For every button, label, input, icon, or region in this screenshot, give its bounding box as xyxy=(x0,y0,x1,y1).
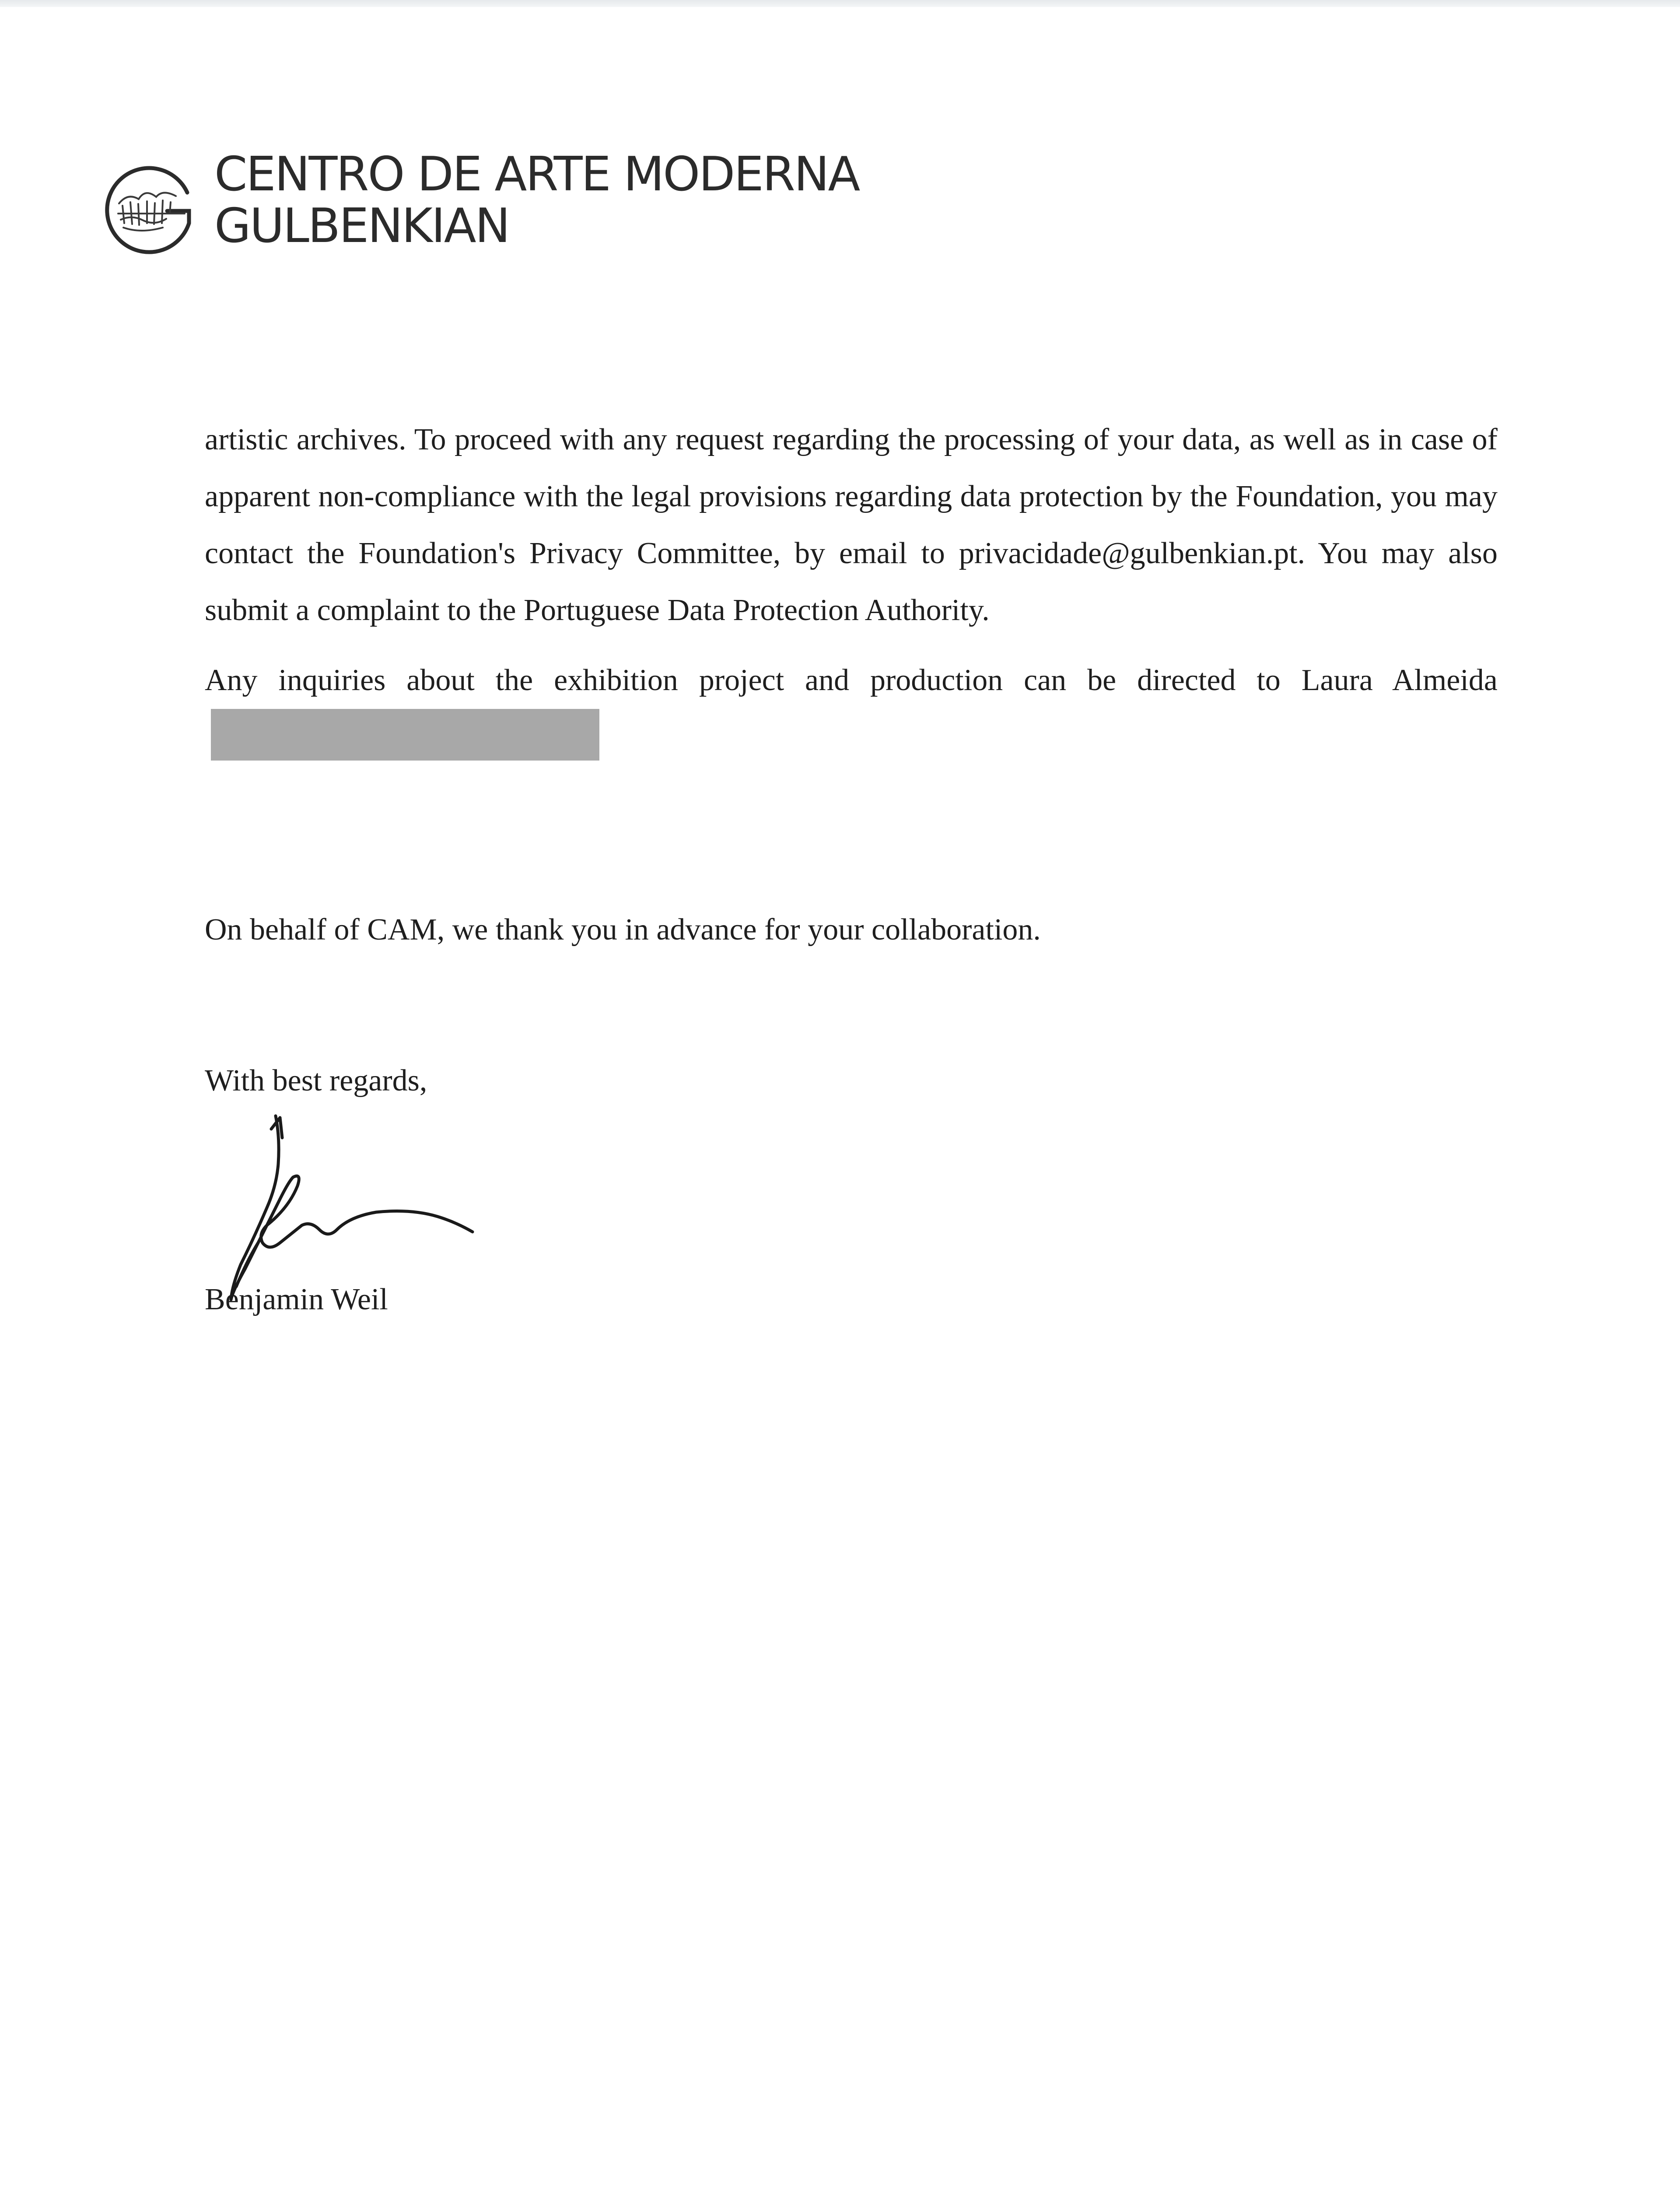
thanks-line: On behalf of CAM, we thank you in advance for your collaboration. xyxy=(205,913,1041,947)
inquiries-paragraph xyxy=(205,652,1498,767)
privacy-paragraph: artistic archives. To proceed with any request regarding the processing of your data, as well as in case of apparent non-compliance with the legal provisions regarding data protection by the Foundation, you may contact the Foundation's Privacy Committee, by email to privacidade@gulbenkian.pt. You may also submit a complaint to the Portuguese Data Protection Authority. xyxy=(205,423,1498,627)
organization-name-line-1: CENTRO DE ARTE MODERNA xyxy=(214,147,859,202)
letterhead xyxy=(102,149,1064,263)
signer-name: Benjamin Weil xyxy=(205,1283,388,1316)
organization-name-line-2: GULBENKIAN xyxy=(214,199,509,253)
letter-body xyxy=(205,411,1498,767)
closing-line: With best regards, xyxy=(205,1064,427,1098)
scan-edge xyxy=(0,0,1680,7)
inquiries-text: Any inquiries about the exhibition project and production can be directed to Laura Almeida xyxy=(205,663,1498,697)
redacted-contact xyxy=(211,709,599,761)
gulbenkian-g-logo-icon xyxy=(102,162,198,258)
organization-name xyxy=(214,149,859,252)
